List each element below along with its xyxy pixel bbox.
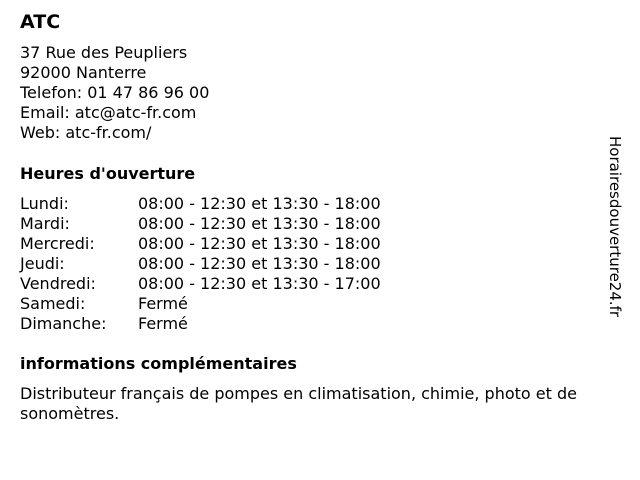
day-hours: Fermé xyxy=(138,294,188,313)
business-description: Distributeur français de pompes en climatisation, chimie, photo et de sonomètres. xyxy=(20,384,577,423)
day-hours: 08:00 - 12:30 et 13:30 - 18:00 xyxy=(138,254,381,273)
day-label: Vendredi: xyxy=(20,274,96,293)
day-label: Mardi: xyxy=(20,214,70,233)
watermark-text: Horairesdouverture24.fr xyxy=(606,136,624,318)
day-label: Mercredi: xyxy=(20,234,95,253)
address-block xyxy=(20,43,209,143)
company-name: ATC xyxy=(20,11,61,33)
website-link[interactable]: Web: atc-fr.com/ xyxy=(20,123,152,142)
day-hours: 08:00 - 12:30 et 13:30 - 18:00 xyxy=(138,234,381,253)
day-label: Dimanche: xyxy=(20,314,107,333)
day-hours: 08:00 - 12:30 et 13:30 - 18:00 xyxy=(138,194,381,213)
day-label: Jeudi: xyxy=(20,254,65,273)
email-address[interactable]: Email: atc@atc-fr.com xyxy=(20,103,197,122)
watermark xyxy=(604,136,640,346)
day-hours: 08:00 - 12:30 et 13:30 - 18:00 xyxy=(138,214,381,233)
opening-hours-heading: Heures d'ouverture xyxy=(20,164,196,183)
day-label: Samedi: xyxy=(20,294,86,313)
address-street: 37 Rue des Peupliers xyxy=(20,43,188,62)
day-hours: 08:00 - 12:30 et 13:30 - 17:00 xyxy=(138,274,381,293)
address-city: 92000 Nanterre xyxy=(20,63,147,82)
day-hours: Fermé xyxy=(138,314,188,333)
phone-number[interactable]: Telefon: 01 47 86 96 00 xyxy=(20,83,210,102)
day-label: Lundi: xyxy=(20,194,69,213)
additional-info-heading: informations complémentaires xyxy=(20,354,297,373)
